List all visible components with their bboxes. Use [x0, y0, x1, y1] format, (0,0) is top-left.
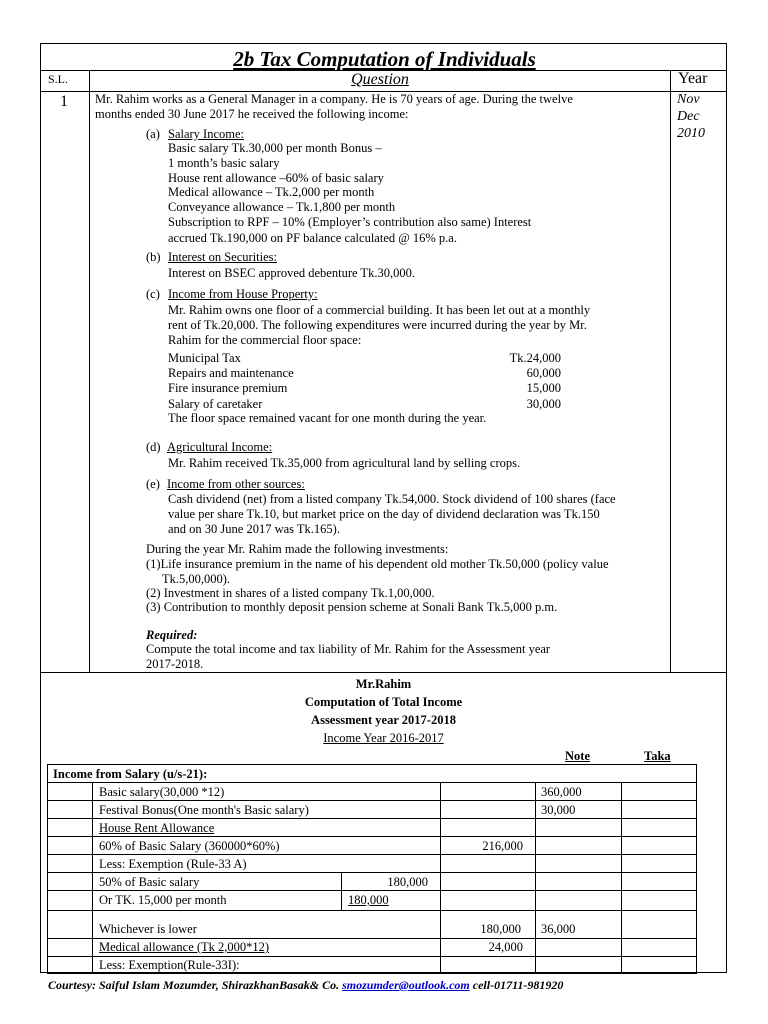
item-label: (d): [146, 440, 161, 454]
agri-heading: Agricultural Income:: [167, 440, 273, 454]
salary-line: House rent allowance –60% of basic salary: [168, 171, 384, 185]
section-heading: Income from Salary (u/s-21):: [53, 767, 208, 781]
year-month-2: Dec: [677, 109, 700, 124]
table-row-value: 360,000: [541, 785, 582, 799]
investment-line: (3) Contribution to monthly deposit pension scheme at Sonali Bank Tk.5,000 p.m.: [146, 600, 558, 614]
securities-line: Interest on BSEC approved debenture Tk.30,000.: [168, 266, 415, 280]
intro-line: months ended 30 June 2017 he received the following income:: [95, 107, 409, 121]
house-vacancy: The floor space remained vacant for one month during the year.: [168, 411, 487, 425]
other-line: Cash dividend (net) from a listed company Tk.54,000. Stock dividend of 100 shares (face: [168, 492, 616, 506]
table-row-subvalue: 180,000: [348, 893, 389, 907]
expense-item: Repairs and maintenance: [168, 366, 294, 380]
expense-amount: 15,000: [526, 381, 561, 395]
salary-line: Medical allowance – Tk.2,000 per month: [168, 185, 375, 199]
table-row-value: 180,000: [480, 922, 521, 936]
col-note: Note: [565, 749, 590, 763]
divider: [670, 70, 671, 672]
house-line: Mr. Rahim owns one floor of a commercial building. It has been let out at a monthly: [168, 303, 591, 317]
required-heading: Required:: [146, 628, 198, 642]
other-heading: Income from other sources:: [167, 477, 305, 491]
investment-line: Tk.5,00,000).: [162, 572, 231, 586]
item-label: (b): [146, 250, 161, 264]
expense-item: Fire insurance premium: [168, 381, 288, 395]
footer-email-link[interactable]: smozumder@outlook.com: [342, 978, 470, 992]
table-row-label: House Rent Allowance: [99, 821, 215, 835]
table-row-label: 60% of Basic Salary (360000*60%): [99, 839, 280, 853]
table-row-label: Whichever is lower: [99, 922, 197, 936]
table-row-label: 50% of Basic salary: [99, 875, 200, 889]
salary-heading: Salary Income:: [168, 127, 245, 141]
solution-heading: Computation of Total Income: [304, 695, 463, 709]
intro-line: Mr. Rahim works as a General Manager in a company. He is 70 years of age. During the twelve: [95, 92, 573, 106]
house-line: rent of Tk.20,000. The following expenditures were incurred during the year by Mr.: [168, 318, 587, 332]
table-row-value: 30,000: [541, 803, 576, 817]
table-row-value: 216,000: [482, 839, 523, 853]
required-line: 2017-2018.: [146, 657, 204, 671]
agri-line: Mr. Rahim received Tk.35,000 from agricultural land by selling crops.: [168, 456, 521, 470]
table-row-label: Or TK. 15,000 per month: [99, 893, 227, 907]
table-row-label: Medical allowance (Tk 2,000*12): [99, 940, 270, 954]
header-year: Year: [678, 70, 708, 87]
table-row-label: Less: Exemption (Rule-33 A): [99, 857, 247, 871]
table-row-subvalue: 180,000: [387, 875, 428, 889]
item-label: (e): [146, 477, 160, 491]
table-row-value: 36,000: [541, 922, 576, 936]
salary-line: accrued Tk.190,000 on PF balance calculated @ 16% p.a.: [168, 231, 457, 245]
footer-phone: cell-01711-981920: [472, 978, 564, 992]
col-taka: Taka: [644, 749, 671, 763]
salary-line: Conveyance allowance – Tk.1,800 per month: [168, 200, 396, 214]
solution-name: Mr.Rahim: [355, 677, 412, 691]
securities-heading: Interest on Securities:: [168, 250, 277, 264]
expense-item: Municipal Tax: [168, 351, 241, 365]
page-title: 2b Tax Computation of Individuals: [233, 47, 536, 71]
item-label: (a): [146, 127, 160, 141]
investment-line: (2) Investment in shares of a listed company Tk.1,00,000.: [146, 586, 435, 600]
divider: [89, 70, 90, 672]
expense-amount: 60,000: [526, 366, 561, 380]
table-row-value: 24,000: [488, 940, 523, 954]
required-line: Compute the total income and tax liability of Mr. Rahim for the Assessment year: [146, 642, 551, 656]
header-sl: S.L.: [48, 72, 69, 86]
expense-amount: Tk.24,000: [509, 351, 561, 365]
row-number: 1: [60, 93, 68, 110]
salary-line: 1 month’s basic salary: [168, 156, 280, 170]
other-line: value per share Tk.10, but market price on the day of dividend declaration was Tk.150: [168, 507, 600, 521]
expense-item: Salary of caretaker: [168, 397, 263, 411]
expense-amount: 30,000: [526, 397, 561, 411]
other-line: and on 30 June 2017 was Tk.165).: [168, 522, 340, 536]
solution-income-year: Income Year 2016-2017: [323, 731, 444, 745]
table-row-label: Less: Exemption(Rule-33I):: [99, 958, 240, 972]
year-value: 2010: [677, 126, 705, 141]
table-row-label: Basic salary(30,000 *12): [99, 785, 225, 799]
header-question: Question: [351, 71, 409, 88]
salary-line: Basic salary Tk.30,000 per month Bonus –: [168, 141, 382, 155]
solution-assessment: Assessment year 2017-2018: [311, 713, 456, 727]
year-month-1: Nov: [677, 92, 700, 107]
house-heading: Income from House Property:: [168, 287, 318, 301]
item-label: (c): [146, 287, 160, 301]
house-line: Rahim for the commercial floor space:: [168, 333, 362, 347]
table-row-label: Festival Bonus(One month's Basic salary): [99, 803, 309, 817]
divider: [41, 672, 726, 673]
investments-intro: During the year Mr. Rahim made the following investments:: [146, 542, 449, 556]
salary-line: Subscription to RPF – 10% (Employer’s contribution also same) Interest: [168, 215, 532, 229]
footer-prefix: Courtesy: Saiful Islam Mozumder, ShirazkhanBasak& Co.: [48, 978, 340, 992]
investment-line: (1)Life insurance premium in the name of his dependent old mother Tk.50,000 (policy value: [146, 557, 609, 571]
footer-credit: [48, 978, 563, 993]
